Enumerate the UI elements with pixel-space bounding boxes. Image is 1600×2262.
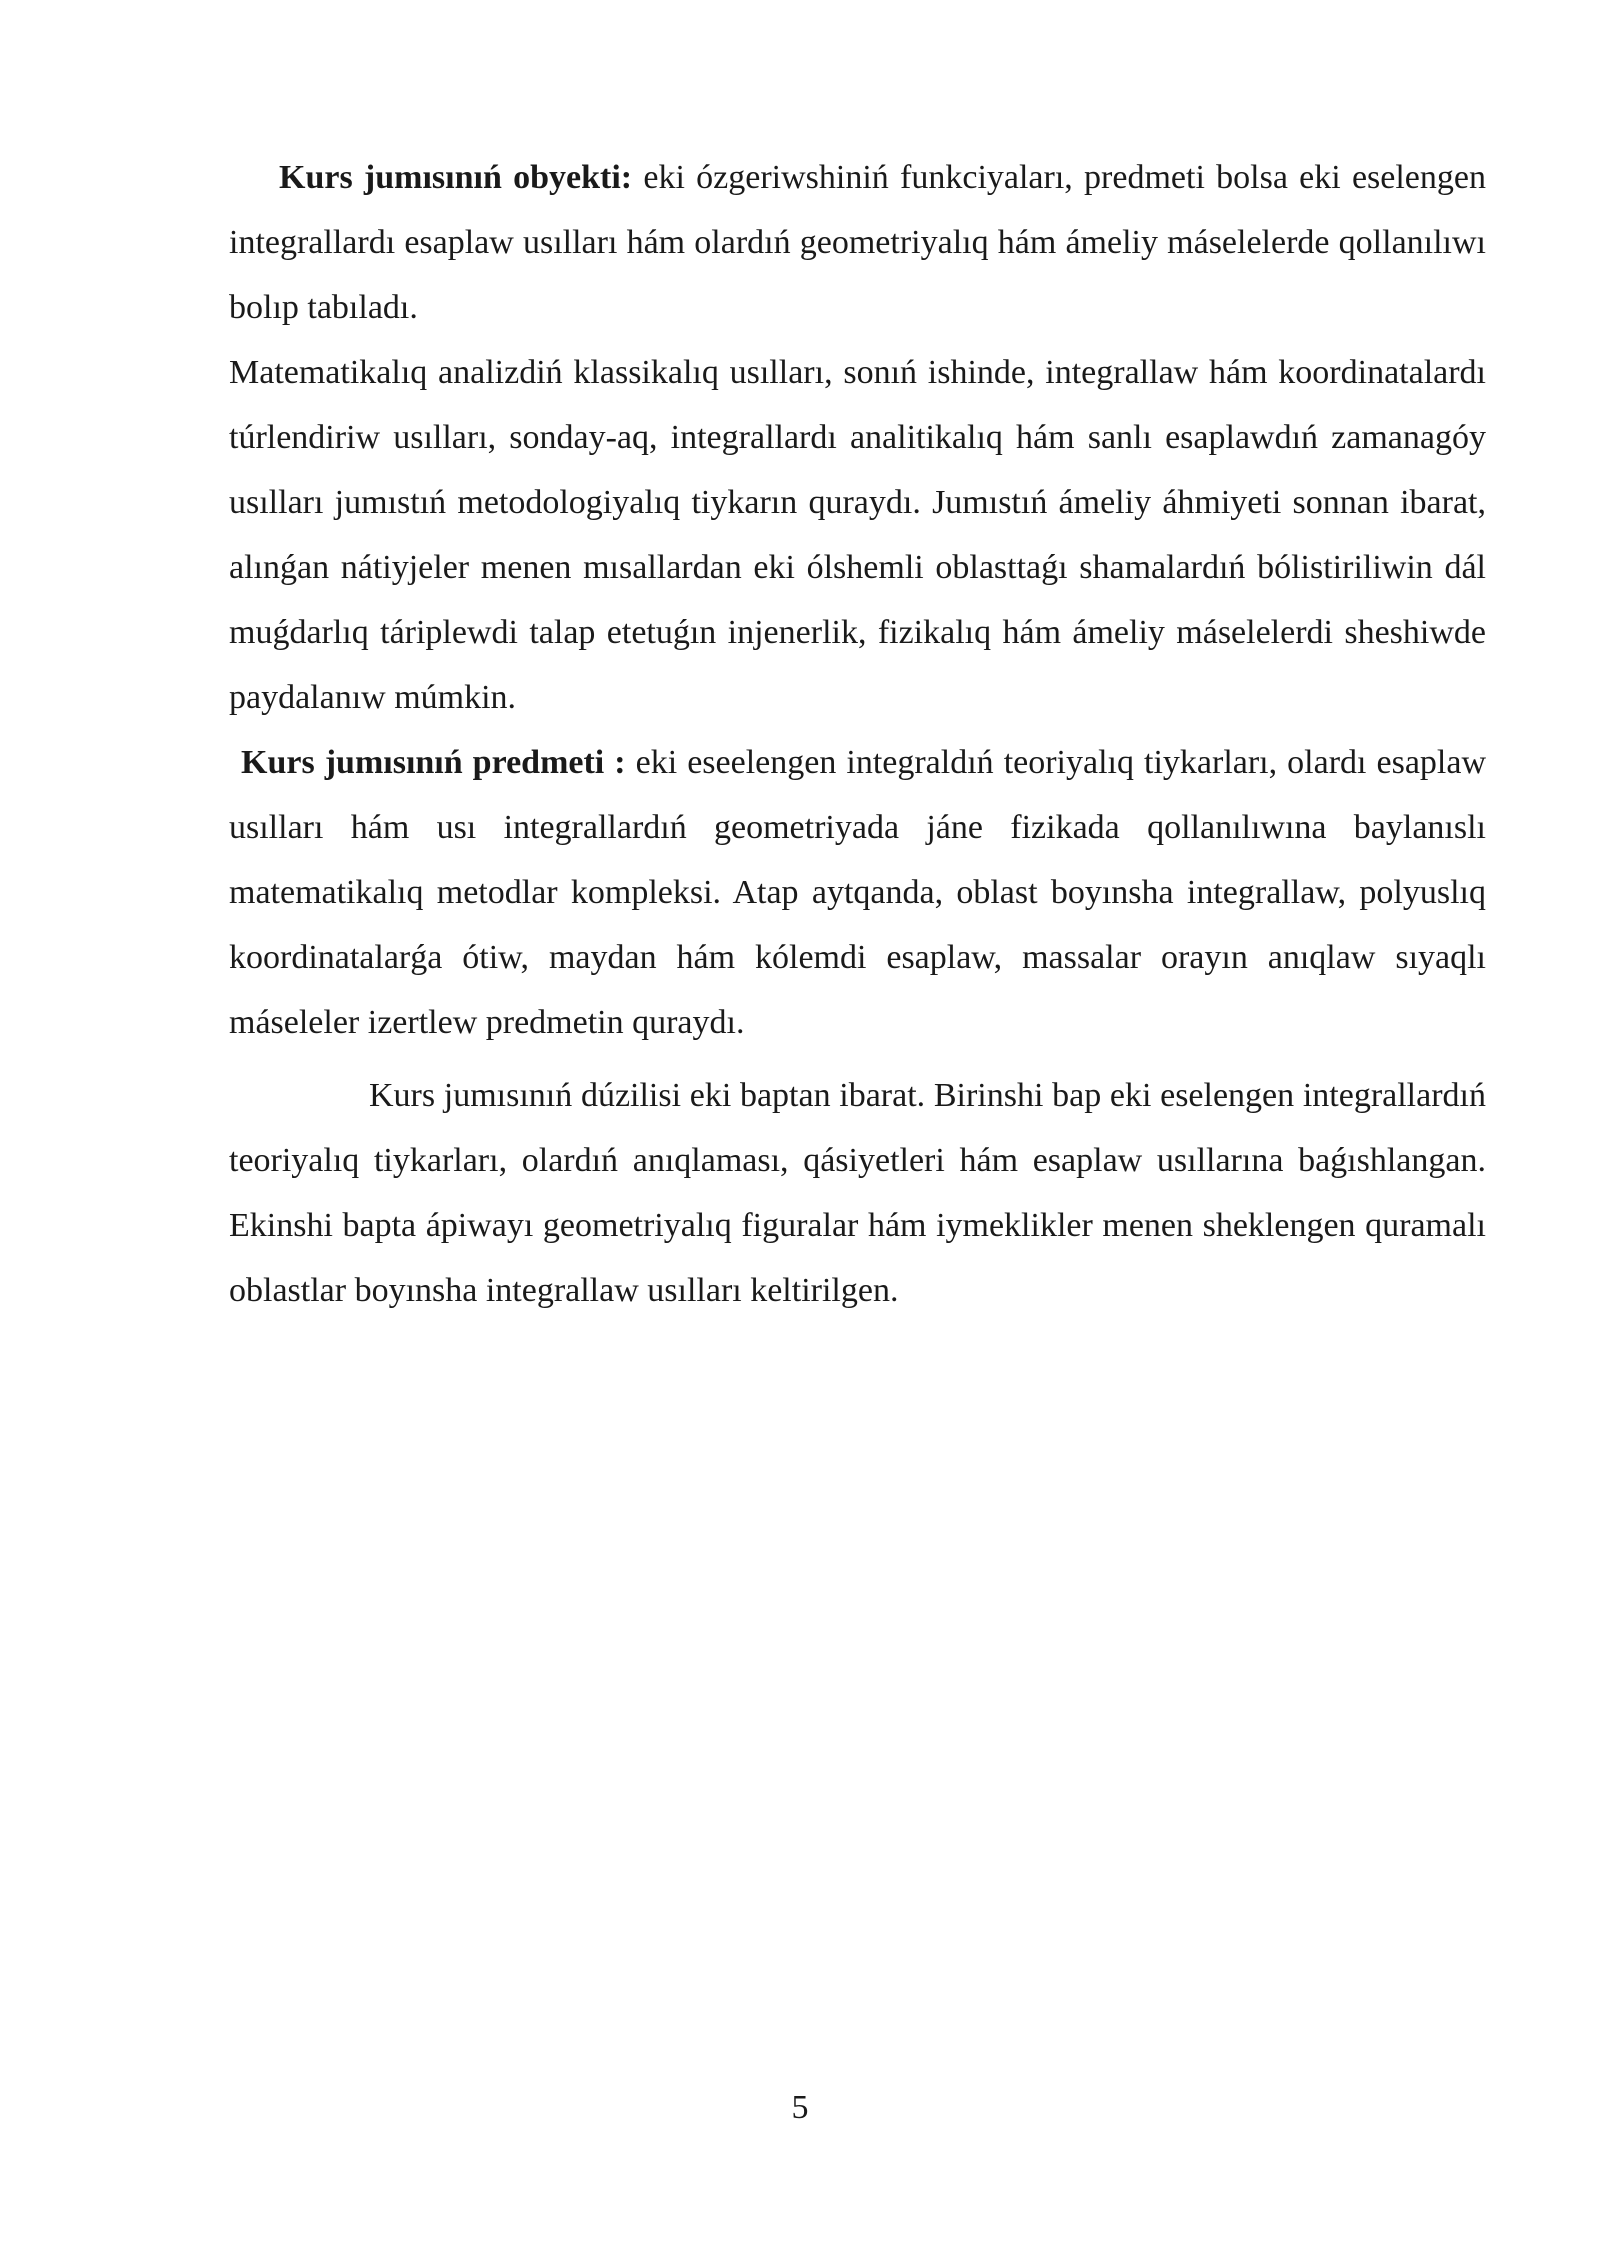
paragraph-subject-heading: Kurs jumısınıń predmeti : [241, 744, 626, 781]
paragraph-object-text: eki ózgeriwshiniń funkciyaları, predmeti bolsa eki eselengen integrallardı esaplaw usılları hám olardıń geometriyalıq hám ámeliy máselelerde qollanılıwı bolıp tabıladı. [229, 159, 1486, 326]
paragraph-subject-text: eki eseelengen integraldıń teoriyalıq tiykarları, olardı esaplaw usılları hám usı integrallardıń geometriyada jáne fizikada qollanılıwına baylanıslı matematikalıq metodlar kompleksi. Atap aytqanda, oblast boyınsha integrallaw, polyuslıq koordinatalarǵa ótiw, maydan hám kólemdi esaplaw, massalar orayın anıqlaw sıyaqlı máseleler izertlew predmetin quraydı. [229, 744, 1486, 1041]
paragraph-structure [229, 1063, 1486, 1323]
document-body [229, 145, 1486, 1323]
paragraph-subject [229, 730, 1486, 1055]
page-number: 5 [791, 2089, 809, 2126]
paragraph-methodology [229, 340, 1486, 730]
paragraph-object-heading: Kurs jumısınıń obyekti: [279, 159, 633, 196]
paragraph-structure-text: Kurs jumısınıń dúzilisi eki baptan ibarat. Birinshi bap eki eselengen integrallardıń teoriyalıq tiykarları, olardıń anıqlaması, qásiyetleri hám esaplaw usıllarına baǵıshlangan. Ekinshi bapta ápiwayı geometriyalıq figuralar hám iymeklikler menen sheklengen quramalı oblastlar boyınsha integrallaw usılları keltirilgen. [229, 1077, 1486, 1309]
paragraph-object [229, 145, 1486, 340]
paragraph-methodology-text: Matematikalıq analizdiń klassikalıq usılları, sonıń ishinde, integrallaw hám koordinatalardı túrlendiriw usılları, sonday-aq, integrallardı analitikalıq hám sanlı esaplawdıń zamanagóy usılları jumıstıń metodologiyalıq tiykarın quraydı. Jumıstıń ámeliy áhmiyeti sonnan ibarat, alınǵan nátiyjeler menen mısallardan eki ólshemli oblasttaǵı shamalardıń bólistiriliwin dál muǵdarlıq táriplewdi talap etetuǵın injenerlik, fizikalıq hám ámeliy máselelerdi sheshiwde paydalanıw múmkin. [229, 354, 1486, 716]
